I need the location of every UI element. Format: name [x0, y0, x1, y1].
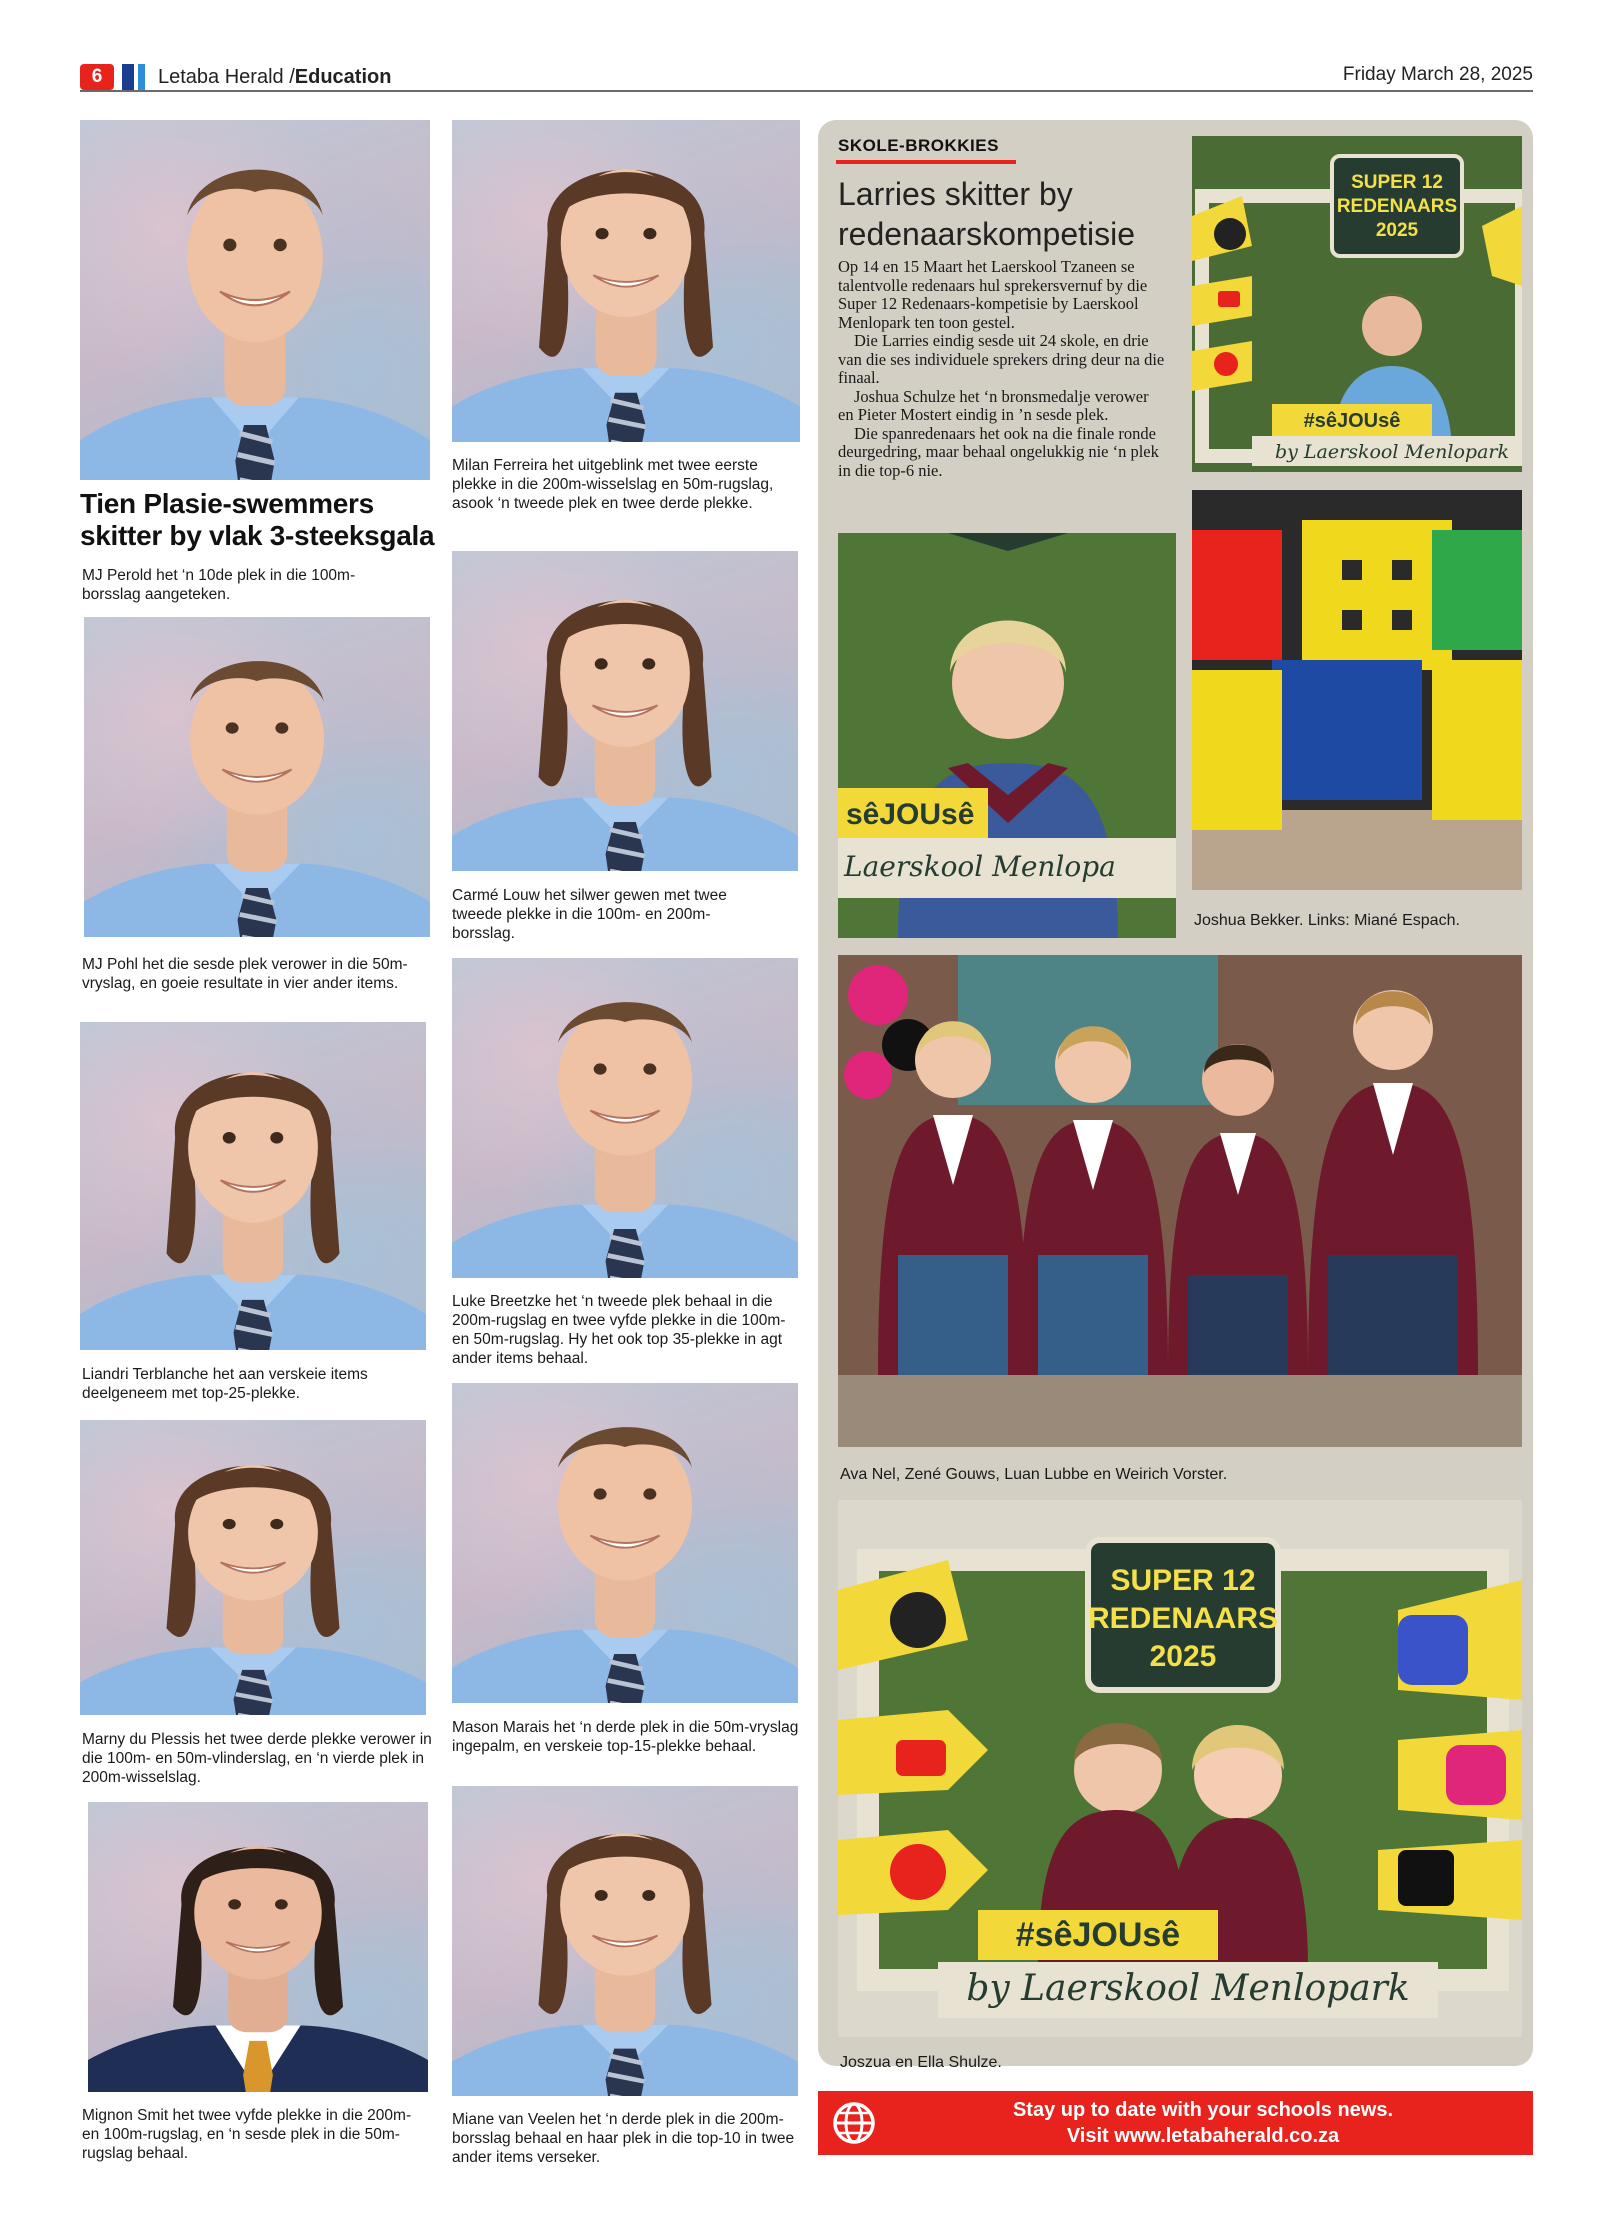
- facebook-icon: [1398, 1615, 1468, 1685]
- frame-script: by Laerskool Menlopark: [966, 1968, 1410, 2009]
- caption-luke-breetzke: Luke Breetzke het ‘n tweede plek behaal in die 200m-rugslag en twee vyfde plekke in die 100m- en 50m-rugslag. Hy het ook top 35-plekke in agt ander items behaal.: [452, 1293, 786, 1367]
- photo-puzzle-blocks: [1192, 490, 1522, 890]
- photo-miane-van-veelen: [452, 1786, 798, 2096]
- crop-hashtag: sêJOUsê: [846, 798, 975, 831]
- header-rule: [80, 90, 1533, 92]
- banner-line-1: Stay up to date with your schools news.: [1012, 2099, 1394, 2121]
- article-paragraph: Die spanredenaars het ook na die finale ronde deurgedring, maar behaal ongelukkig nie ‘n plek in die top-6 nie.: [838, 423, 1159, 480]
- photo-group-four: [838, 955, 1522, 1447]
- sign-line-2: REDENAARS: [1087, 1602, 1279, 1635]
- speech-article-body: [838, 258, 1168, 480]
- photo-joszua-ella: [838, 1500, 1522, 2037]
- swim-headline: Tien Plasie-swemmers skitter by vlak 3-steeksgala: [80, 488, 435, 551]
- brand-bar-navy: [122, 64, 134, 90]
- photo-mj-perold: [80, 120, 430, 480]
- caption-mj-perold: MJ Perold het ‘n 10de plek in die 100m-borsslag aangeteken.: [82, 567, 356, 603]
- caption-mj-pohl: MJ Pohl het die sesde plek verower in die 50m-vryslag, en goeie resultate in vier ander items.: [82, 956, 408, 992]
- pinterest-icon: [890, 1844, 946, 1900]
- article-paragraph: Joshua Schulze het ‘n bronsmedalje verower en Pieter Mostert eindig in ’n sesde plek.: [838, 386, 1149, 424]
- x-logo-icon: [890, 1592, 946, 1648]
- caption-group: Ava Nel, Zené Gouws, Luan Lubbe en Weirich Vorster.: [840, 1466, 1228, 1483]
- instagram-icon: [1446, 1745, 1506, 1805]
- frame-hashtag: #sêJOUsê: [1303, 410, 1401, 432]
- sign-line-3: 2025: [1149, 1640, 1217, 1673]
- photo-carme-louw: [452, 551, 798, 871]
- globe-icon: [832, 2101, 876, 2145]
- crop-script: Laerskool Menlopa: [844, 850, 1116, 883]
- sign-line-2: REDENAARS: [1336, 196, 1458, 217]
- caption-milan-ferreira: Milan Ferreira het uitgeblink met twee eerste plekke in die 200m-wisselslag en 50m-rugslag, asook ‘n tweede plek en twee derde plekke.: [452, 457, 774, 512]
- kicker-underline: [836, 160, 1016, 164]
- page-header: [80, 60, 1533, 92]
- section-name: Education: [294, 66, 392, 88]
- publication-name: Letaba Herald: [158, 66, 284, 88]
- section-separator: /: [289, 66, 295, 88]
- website-banner[interactable]: [818, 2091, 1533, 2155]
- caption-marny-du-plessis: Marny du Plessis het twee derde plekke verower in die 100m- en 50m-vlinderslag, en ‘n vierde plek in 200m-wisselslag.: [82, 1731, 432, 1786]
- youtube-icon: [896, 1740, 946, 1776]
- photo-marny-du-plessis: [80, 1420, 426, 1715]
- photo-mason-marais: [452, 1383, 798, 1703]
- photo-mignon-smit: [88, 1802, 428, 2092]
- sign-line-3: 2025: [1375, 220, 1419, 241]
- caption-siblings: Joszua en Ella Shulze.: [840, 2054, 1002, 2071]
- caption-miane-van-veelen: Miane van Veelen het ‘n derde plek in die 200m-borsslag behaal en haar plek in die top-10 in twee ander items verseker.: [452, 2111, 795, 2166]
- frame-hashtag: #sêJOUsê: [1015, 1916, 1181, 1954]
- sign-line-1: SUPER 12: [1110, 1564, 1256, 1597]
- sign-line-1: SUPER 12: [1351, 172, 1443, 193]
- section-kicker: SKOLE-BROKKIES: [838, 136, 999, 155]
- photo-liandri-terblanche: [80, 1022, 426, 1350]
- photo-luke-breetzke: [452, 958, 798, 1278]
- photo-milan-ferreira: [452, 120, 800, 442]
- caption-mason-marais: Mason Marais het ‘n derde plek in die 50m-vryslag ingepalm, en verskeie top-15-plekke behaal.: [452, 1719, 799, 1755]
- brand-bar-blue: [138, 64, 145, 90]
- photo-mj-pohl: [84, 617, 430, 937]
- article-paragraph: Op 14 en 15 Maart het Laerskool Tzaneen se talentvolle redenaars hul sprekersvernuf by die Super 12 Redenaars-kompetisie by Laerskool Menlopark ten toon gestel.: [838, 257, 1148, 332]
- tiktok-icon: [1398, 1850, 1454, 1906]
- publication-line: [158, 64, 391, 90]
- frame-script: by Laerskool Menlopark: [1274, 441, 1510, 463]
- caption-carme-louw: Carmé Louw het silwer gewen met twee tweede plekke in die 100m- en 200m-borsslag.: [452, 887, 727, 942]
- caption-joshua: Joshua Bekker. Links: Miané Espach.: [1194, 912, 1460, 929]
- issue-date: Friday March 28, 2025: [1342, 64, 1533, 85]
- page-number: 6: [80, 64, 114, 90]
- speech-headline: Larries skitter by redenaarskompetisie: [838, 176, 1136, 252]
- article-paragraph: Die Larries eindig sesde uit 24 skole, en drie van die ses individuele sprekers dring deur na die finaal.: [838, 331, 1165, 387]
- banner-website-link[interactable]: Visit www.letabaherald.co.za: [1066, 2125, 1340, 2147]
- caption-liandri-terblanche: Liandri Terblanche het aan verskeie items deelgeneem met top-25-plekke.: [82, 1366, 368, 1402]
- photo-miane-espach: [838, 533, 1176, 938]
- caption-mignon-smit: Mignon Smit het twee vyfde plekke in die 200m- en 100m-rugslag, en ‘n sesde plek in die 50m-rugslag behaal.: [82, 2107, 412, 2162]
- photo-joshua-bekker: [1192, 136, 1522, 472]
